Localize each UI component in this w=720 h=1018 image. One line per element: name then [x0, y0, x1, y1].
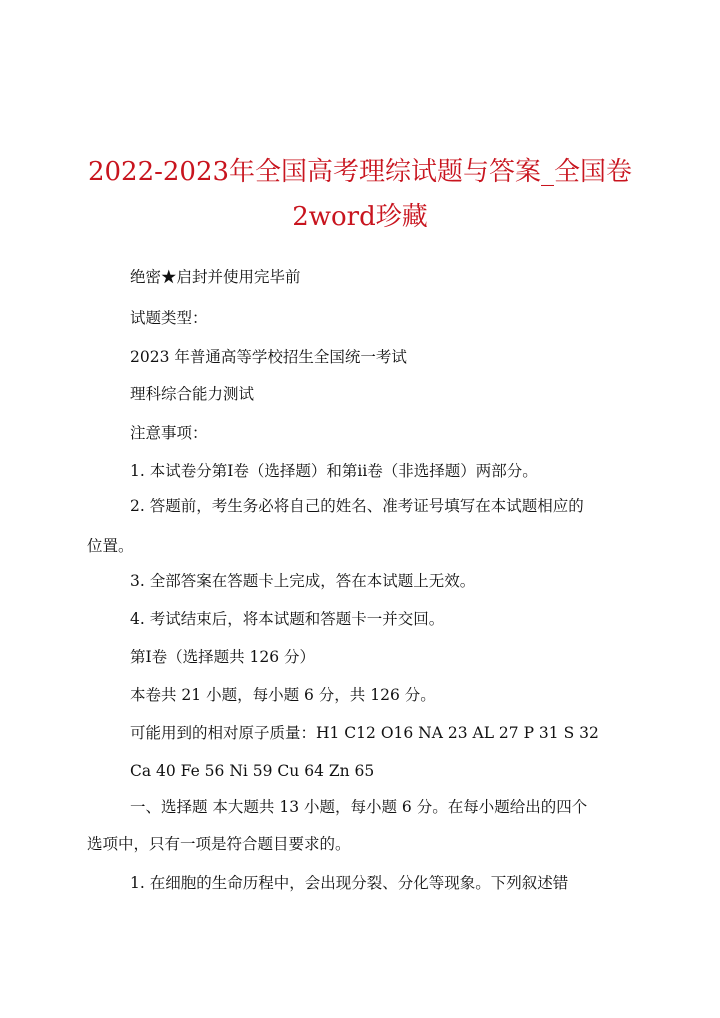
question-instructions: 一、选择题 本大题共 13 小题，每小题 6 分。在每小题给出的四个: [130, 798, 588, 816]
section-description: 本卷共 21 小题，每小题 6 分，共 126 分。: [130, 686, 436, 704]
atomic-mass-line-2: Ca 40 Fe 56 Ni 59 Cu 64 Zn 65: [130, 762, 375, 780]
classification-line: 绝密★启封并使用完毕前: [130, 268, 301, 286]
document-title-line-2: 2word珍藏: [292, 202, 428, 232]
section-heading: 第Ⅰ卷（选择题共 126 分）: [130, 648, 316, 666]
note-item-4: 4. 考试结束后，将本试题和答题卡一并交回。: [130, 610, 445, 628]
note-item-3: 3. 全部答案在答题卡上完成，答在本试题上无效。: [130, 572, 476, 590]
notes-heading: 注意事项：: [130, 424, 208, 442]
document-title-line-1: 2022-2023年全国高考理综试题与答案_全国卷: [87, 157, 633, 187]
question-instructions-continued: 选项中，只有一项是符合题目要求的。: [87, 835, 351, 853]
note-item-2: 2. 答题前，考生务必将自己的姓名、准考证号填写在本试题相应的: [130, 497, 584, 515]
note-item-2-continued: 位置。: [87, 537, 134, 555]
atomic-mass-line-1: 可能用到的相对原子质量：H1 C12 O16 NA 23 AL 27 P 31 S 32: [130, 724, 599, 742]
exam-name-line: 2023 年普通高等学校招生全国统一考试: [130, 348, 407, 366]
note-item-1: 1. 本试卷分第Ⅰ卷（选择题）和第ⅱ卷（非选择题）两部分。: [130, 462, 538, 480]
question-1-text: 1. 在细胞的生命历程中，会出现分裂、分化等现象。下列叙述错: [130, 874, 569, 892]
subject-line: 理科综合能力测试: [130, 385, 255, 403]
exam-type-label: 试题类型：: [130, 309, 208, 327]
